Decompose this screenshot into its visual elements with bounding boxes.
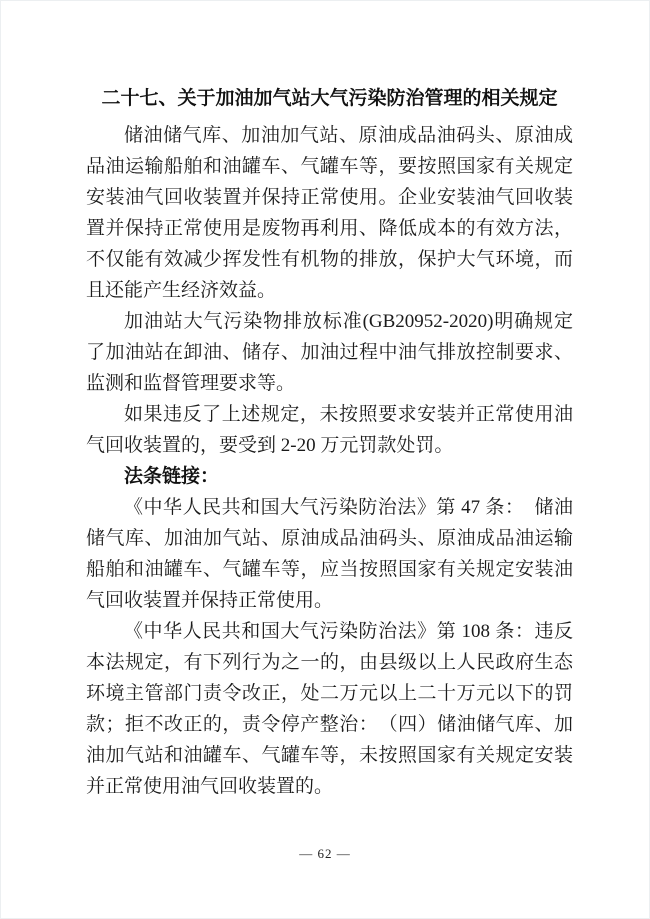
paragraph-oil-gas-recovery-intro: 储油储气库、加油加气站、原油成品油码头、原油成品油运输船舶和油罐车、气罐车等，要按照国家有关规定安装油气回收装置并保持正常使用。企业安装油气回收装置并保持正常使用是废物再利用、降低成本的有效方法，不仅能有效减少挥发性有机物的排放，保护大气环境，而且还能产生经济效益。: [86, 125, 573, 301]
paragraph-penalty: 如果违反了上述规定，未按照要求安装并正常使用油气回收装置的，要受到 2-20 万元罚款处罚。: [86, 404, 573, 456]
paragraph-emission-standard: 加油站大气污染物排放标准(GB20952-2020)明确规定了加油站在卸油、储存、加油过程中油气排放控制要求、监测和监督管理要求等。: [86, 311, 573, 394]
page-title: 二十七、关于加油加气站大气污染防治管理的相关规定: [101, 88, 558, 109]
page-number: — 62 —: [299, 846, 351, 861]
document-content: [86, 87, 573, 802]
paragraph-law-article-47: 《中华人民共和国大气污染防治法》第 47 条： 储油储气库、加油加气站、原油成品油码头、原油成品油运输船舶和油罐车、气罐车等，应当按照国家有关规定安装油气回收装置并保持正常使用。: [86, 497, 573, 611]
paragraph-law-article-108: 《中华人民共和国大气污染防治法》第 108 条：违反本法规定，有下列行为之一的，由县级以上人民政府生态环境主管部门责令改正，处二万元以上二十万元以下的罚款；拒不改正的，责令停产整治： （四）储油储气库、加油加气站和油罐车、气罐车等，未按照国家有关规定安装并正常使用油气回收装置的。: [86, 621, 573, 797]
law-links-heading: 法条链接：: [124, 466, 220, 487]
